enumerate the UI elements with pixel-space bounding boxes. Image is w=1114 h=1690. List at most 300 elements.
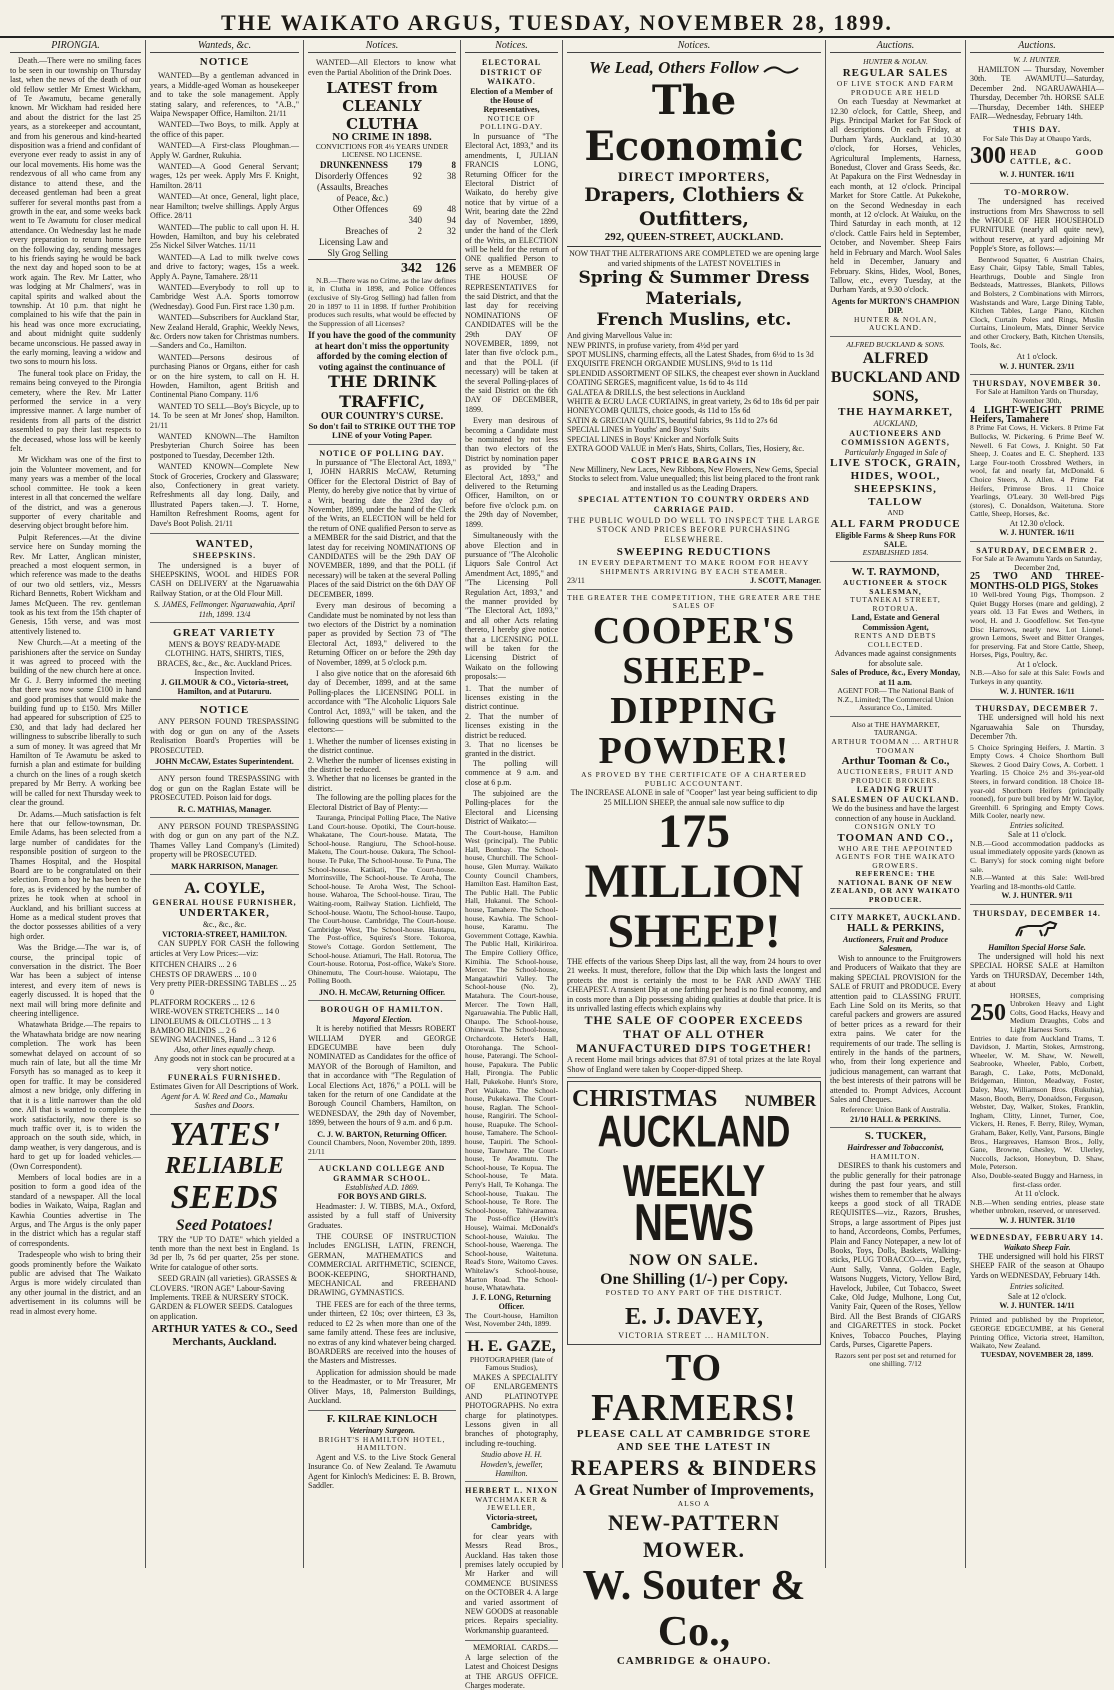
ad-body: THE FEES are for each of the three terms, under thirteen, £2 10s; over thirteen, £3 3s, reduced to £2 2s when more than one of the same family attend. These fees are inclusive, no extras of any kind whatever being charged. BOARDERS are received into the houses of the Masters and Mistresses. (308, 1299, 456, 1366)
news-paragraph: Death.—There were no smiling faces to be seen in our township on Thursday last, when the news of the death of our old fellow settler Mr Ernest Wickham, of Te Awamutu, became generally known. Mr Wickham had resided here and about the district for the last 25 years, as a storekeeper and accountant, and from his generous and kind-hearted disposition was a friend and confidant of everyone ever ready to assist in any of our local movements. His home was the rendezvous of all who came from any distance to attend these, and the deceased gentleman had been a great sufferer for several months past from a growth in the ear, and some weeks back went to Te Awamutu for closer medical attendance. On Wednesday last he made every preparation to return home here on the following day, sending messages to his friends saying he would be back the next day and hoped soon to be at work again. The Rev. Mr Latter, who was lodging at Mr Chalmers', was in capital spirits and walked about the township. At 10 p.m. that night he complained to his wife that the pain in his head was once more excruciating, and about midnight quite suddenly became unconscious. He passed away in the early morning, leaving a widow and two sons to mourn his loss. (10, 56, 141, 367)
column-heading: Wanteds, &c. (150, 40, 299, 53)
ad-subtitle: WATCHMAKER & JEWELLER, (475, 1494, 548, 1513)
ad-title: RELIABLE (165, 1152, 284, 1179)
notice-body: Every man desirous of becoming a Candidate must be nominated by not less than two electors of the District by a nomination paper as provided by Section 73 of "The Electoral Act, 1893," delivered to the Returning Officer on or before the 29th day of November, 1899, at 5 o'clock p.m. (308, 601, 456, 667)
ad-text: RENTS AND DEBTS COLLECTED. (854, 631, 937, 649)
marvel-item: NEW PRINTS, in profuse variety, from 4½d per yard (567, 340, 739, 350)
notice-body: The following are the polling places for the Electoral District of Bay of Plenty:— (308, 793, 456, 812)
ad-feature: THE PUBLIC WOULD DO WELL TO INSPECT THE LARGE STOCK AND PRICES BEFORE PURCHASING ELSEWHERE. (567, 515, 821, 544)
small-ad: WANTED—Two Boys, to milk. Apply at the office of this paper. (150, 120, 299, 139)
stat-license: 179 (408, 159, 422, 170)
ad-title: AUCKLAND COLLEGE AND GRAMMAR SCHOOL. (318, 1164, 446, 1183)
sale-text: Entries solicited. (1009, 1282, 1065, 1292)
small-ad: WANTED—At once, General, light place, near Hamilton; twelve shillings. Apply Argus Office. 28/11 (150, 192, 299, 221)
price-item: KITCHEN CHAIRS ... 2 6 (150, 960, 237, 970)
notice-body: In pursuance of "The Electoral Act, 1893," and its amendments, I, JULIAN FRANCIS LONG, Returning Officer for the Electoral District of Waikato, do hereby give notice that by virtue of a Writ, bearing date the 22nd day of November, 1899, under the hand of the Clerk of the Writs, an ELECTION will be held for the return of ONE qualified Person to serve as a MEMBER OF THE HOUSE OF REPRESENTATIVES for the said District, and that the last day for receiving NOMINATIONS OF CANDIDATES will be the 29th DAY OF NOVEMBER, 1899, not later than five o'clock p.m., and that the POLL (if necessary) will be taken at the several Polling-places of the said District on the 6th DAY OF DECEMBER, 1899. (465, 132, 558, 414)
ad-body: Headmaster: J. W. TIBBS, M.A., Oxford, assisted by a full staff of University Graduates. (308, 1201, 456, 1230)
horse-sale (970, 907, 1104, 1230)
ad-feature: LIVE STOCK, GRAIN, (830, 456, 961, 469)
ad-subtitle: NOW ON SALE. (629, 1252, 759, 1270)
tucker-ad (830, 1130, 961, 1368)
trespass-notice-thames (150, 820, 299, 875)
ad-title: GREAT VARIETY (173, 626, 276, 639)
ad-subtitle: GENERAL HOUSE FURNISHER, (152, 898, 297, 908)
news-paragraph: New Church.—At a meeting of the parishioners after the service on Sunday it was agreed to proceed with the building of the new church here at once. Mr G. J. Berry informed the meeting that there was now some £100 in hand and good promises that would make the building fund up to £150. Mrs Miller had appeared for subscription of £25 to £30, and that lady had declared her willingness to subscribe liberally to such a sum of money. It was agreed that Mr Hamilton of Te Awamutu be asked to furnish a plan and estimate for building a church on the lines of a rough sketch prepared by Mr Berry. A working bee will be called for next Thursday week to clear the ground. (10, 638, 141, 808)
column-display-ads (563, 40, 826, 1667)
ad-body: The INCREASE ALONE in sale of "Cooper" last year being sufficient to dip 25 MILLION SHEEP, the annual sale now suffice to dip (570, 788, 818, 807)
ad-text: ESTABLISHED 1854. (862, 548, 929, 558)
small-ad: WANTED KNOWN—Complete New Stock of Groceries, Crockery and Glassware; also, Confectionery in great variety. Refreshments all day long. Daily, and Illustrated Papers taken.—J. T. Horne, Hamilton Refreshment Rooms, agent for Dave's Boot Polish. 21/11 (150, 462, 299, 528)
college-ad (308, 1162, 456, 1411)
sale-dates: HAMILTON — Thursday, November 30th. TE AWAMUTU—Saturday, December 2nd. NGARUAWAHIA—Thursday, December 7th. HORSE SALE—Thursday, December 14th. SHEEP FAIR—Wednesday, February 14th. (970, 65, 1104, 122)
sale-items: 10 Well-bred Young Pigs, Thompson. 2 Quiet Buggy Horses (mare and gelding), 2 years old. 13 Fat Ewes and Wethers, in wool, H. and J. Goodfellow. Set Ten-tyne Disc Harrows, nearly new. Lot Lionel-grown Lemons, Sweet and Bitter Oranges, for preserving. Fat and Store Cattle, Sheep, Horses, Pigs, Poultry, &c. (970, 590, 1104, 660)
sale-signature: W. J. HUNTER. 16/11 (999, 686, 1075, 696)
ad-title: SHEEP-DIPPING (610, 649, 778, 732)
marvel-item: SPOT MUSLINS, charming effects, all the Latest Shades, from 6½d to 1s 3d (567, 350, 814, 360)
ad-body: The undersigned is a buyer of SHEEPSKINS, WOOL and HIDES FOR CASH on DELIVERY at the Ngaruawahia Railway Station, or at the Old Flour Mill. (150, 560, 299, 598)
ad-feature: ALL FARM PRODUCE (830, 517, 961, 530)
stat-total-no-license: 126 (435, 260, 456, 276)
pirongia-news (10, 56, 141, 1316)
small-ad: WANTED—A First-class Ploughman.—Apply W. Gardner, Rukuhia. (150, 141, 299, 160)
ad-feature: TOOMAN AND CO., (837, 831, 954, 844)
notice-subtitle: Mayoral Election. (352, 1014, 412, 1024)
column-heading: Auctions. (830, 40, 961, 53)
ad-body: If you have the good of the community at heart don't miss the opportunity afforded by the coming election of voting against the continuance of (308, 330, 456, 372)
column-notices-2 (461, 40, 563, 1690)
ad-body: IN EVERY DEPARTMENT TO MAKE ROOM FOR HEAVY SHIPMENTS ARRIVING BY EACH STEAMER. (578, 558, 810, 576)
sale-time: At 1 o'clock. (1016, 659, 1058, 669)
ad-text: REFERENCE: THE NATIONAL BANK OF NEW ZEALAND, OR ANY WAIKATO PRODUCER. (830, 869, 961, 905)
ad-header: ALFRED BUCKLAND & SONS. (846, 339, 945, 349)
news-paragraph: The funeral took place on Friday, the remains being conveyed to the Pirongia cemetery, where the Rev. Mr Latter performed the service in a very impressive manner. A large number of residents from all parts of the district assembled to pay their last respects to the deceased, whose loss will be keenly felt. (10, 368, 141, 454)
ad-body: DESIRES to thank his customers and the public generally for their patronage during the past four years, and still wishes them to remember that he always keeps a good stock of all TRADE REQUISITES—viz., Razors, Brushes, Strops, a large assortment of Pipes just to hand, Accordeons, Combs, Perfumes, Plain and Fancy Notepaper, a new lot of Books, Toys, Dolls, Baskets, Walking-sticks, PLUG TOBACCO—viz., Derby, Aunt Sally, Vanna, Golden Eagle, Watsons Nuggets, Victory, Yellow Bird, Havelock, Jubilee, Cut Tobacco, Sweet Cake, Old Judge, Mulhone, Long Cut, Vanity Fair, Queen of the Roses, Yellow Bird. All the Best Brands of CIGARS and CIGARETTES in stock. Pocket Knives, Tobacco Pouches, Playing Cards, Purses, Cigarette Papers. (830, 1161, 961, 1350)
ad-text: Particularly Engaged in Sale of (844, 447, 947, 457)
sale-note: N.B.—When sending entries, please state whether unbroken, reserved, or unreserved. (970, 1197, 1104, 1216)
notice-body: It is hereby notified that Messrs ROBERT WILLIAM DYER and GEORGE EDGECUMBE have been duly NOMINATED as Candidates for the office of MAYOR of the Borough of Hamilton, and that in accordance with "The Regulation of Local Elections Act, 1876," a POLL will be taken for the return of one Candidate at the Borough Council Chambers, Hamilton, on WEDNESDAY, the 29th day of November, 1899, between the hours of 9 a.m. and 6 p.m. (308, 1024, 456, 1128)
imprint-date: TUESDAY, NOVEMBER 28, 1899. (980, 1349, 1094, 1359)
memorial-cards-ad: MEMORIAL CARDS.—A large selection of the Latest and Choicest Designs at THE ARGUS OFFICE. Charges moderate. (465, 1643, 558, 1690)
small-ad: WANTED—By a gentleman advanced in years, a Middle-aged Woman as housekeeper and to take the sole management. Apply stating salary, and references, to "A.B.," Waipa Newspaper Office, Hamilton. 21/11 (150, 71, 299, 119)
small-ad: WANTED KNOWN—The Hamilton Presbyterian Church Soiree has been postponed to Tuesday, December 12th. (150, 432, 299, 460)
stat-label: Disorderly Offences (Assaults, Breaches of Peace, &c.) (314, 170, 388, 203)
news-paragraph: Whatawhata Bridge.—The repairs to the Whatawhata bridge are now nearing completion. The work has been somewhat delayed on account of so much rain of late, but all the time Mr Forsyth has so managed as to keep it open for traffic. It may be considered almost a new bridge, only differing in that it is a little narrower than the old one. All that is wanted to complete the work satisfactorily, now there is so much traffic over it, is to widen the approach on the south side, which, in damp weather, is very dangerous, and is hard to get up for loaded vehicles.—(Own Correspondent). (10, 1020, 141, 1171)
news-paragraph: Was the Bridge.—The war is, of course, the principal topic of conversation in the district. The Boer War has been a subject of intense interest, and every item of news is eagerly discussed. It is hoped that the next mail will bring more definite and cheering intelligence. (10, 943, 141, 1019)
trespass-notice (150, 702, 299, 770)
ad-text: Any goods not in stock can be procured at a very short notice. (154, 1054, 295, 1073)
ad-text: ALSO A (677, 1499, 711, 1509)
sale-subtitle: Waikato Sheep Fair. (1003, 1242, 1071, 1252)
sale-intro: For Sale This Day at Ohaupo Yards, (982, 133, 1092, 143)
price-list (150, 960, 299, 1045)
sale-heading: SATURDAY, DECEMBER 2. (976, 545, 1098, 555)
small-ad: WANTED—Everybody to roll up to Cambridge West A.A. Sports tomorrow (Wednesday). Good Fun. First race 1.30 p.m. (150, 282, 299, 311)
ad-text: Reference: Union Bank of Australia. (840, 1105, 951, 1115)
ad-feature: French Muslins, etc. (596, 310, 792, 331)
ad-signature: HUNTER & NOLAN, AUCKLAND. (853, 314, 938, 333)
coopers-dip-ad (567, 592, 821, 1078)
economic-drapers-ad (567, 56, 821, 589)
ad-text: ARTHUR TOOMAN ... ARTHUR TOOMAN (831, 736, 960, 755)
column-heading: Notices. (567, 40, 821, 53)
stat-no-license: 8 (451, 159, 456, 170)
ad-body: On each Tuesday at Newmarket at 12.30 o'clock, for Cattle, Sheep, and Pigs. Principal Market for Fat Stock of all descriptions. On each Friday, at Durham Yards, Auckland, at 10.30 o'clock, for Horses, Vehicles, Agricultural Implements, Harness, Bonedust, Clover and Grass Seeds, &c. At Papakura on the First Wednesday in each month, at 12 o'clock. Principal Market for Store Cattle. At Pukekohe, on the Second Wednesday in each month, at 12 o'clock. At Waiuku, on the Third Saturday in each month, at 12 o'clock. Cattle Fairs held in September, October, and November. Sheep Fairs held in February and March. Wool Sales held in December, January and February. Skins, Hides, Wool, Bones, Tallow, etc., every Tuesday, at the Durham Yards, at 9.30 o'clock. (830, 97, 961, 295)
sale-subtitle: Hamilton Special Horse Sale. (988, 942, 1086, 952)
ad-body: New Millinery, New Laces, New Ribbons, New Flowers, New Gems, Special Stocks to select from. Value unequalled; this list being placed to the front rank and installed us as the Leading Drapers. (568, 464, 820, 493)
ad-feature: Spring & Summer Dress Materials, (578, 268, 810, 310)
stat-license: 2 (417, 225, 422, 236)
ad-title: AUCKLAND WEEKLY (597, 1107, 791, 1207)
ad-title: LATEST from CLEANLY CLUTHA (326, 79, 438, 134)
trespass-notice-raglan (150, 772, 299, 818)
stat-label (308, 215, 388, 226)
ad-subtitle: THE HAYMARKET, (838, 406, 953, 419)
horse-icon (970, 918, 1102, 940)
ad-body: THE effects of the various Sheep Dips last, all the way, from 24 hours to over 21 weeks. It must, therefore, follow that the Dip which lasts the longest and protects the most is certainly the most to be FAR AND AWAY THE CHEAPEST. A transient Dip at one farthing per head is no final economy, and in costs more than a Dip possessing abiding qualities at double that price. It is its unrivalled lasting effects which explains why (567, 956, 821, 1013)
ad-intro: THE GREATER THE COMPETITION, THE GREATER ARE THE SALES OF (567, 592, 821, 611)
ad-signature: J. GILMOUR & CO., Victoria-street, Hamilton, and at Putaruru. (160, 677, 289, 696)
stat-total-license: 342 (401, 260, 422, 276)
ad-body: WANTED—All Electors to know what even the Partial Abolition of the Drink Does. (308, 58, 456, 77)
sale-time: At 12.30 o'clock. (1009, 518, 1065, 528)
marvel-item: SPECIAL LINES in Boys' Knicker and Norfolk Suits (567, 434, 739, 444)
ad-address: VICTORIA STREET ... HAMILTON. (618, 1330, 770, 1340)
ad-signature: J. SCOTT, Manager. (750, 576, 821, 586)
sale-body: THE undersigned will hold his FIRST SHEEP FAIR of the season at Ohaupo Yards on WEDNESDAY, February 14th. (970, 1252, 1104, 1280)
ad-title: REGULAR SALES (842, 67, 949, 79)
price-item: BAMBOO BLINDS ... 2 6 (150, 1025, 237, 1035)
sale-note: N.B.—Also for sale at this Sale: Fowls and Turkeys in any quantity. (970, 668, 1104, 686)
news-paragraph: Members of local bodies are in a position to form a good idea of the standard of a newspaper. All the local bodies in Waikato, Waipa, Raglan and Kawhia Counties advertise in The Argus, and The Argus is the only paper in the district which has a regular staff of correspondents. (10, 1172, 141, 1248)
marvel-list (567, 341, 821, 454)
notice-title: BOROUGH OF HAMILTON. (320, 1005, 444, 1015)
ad-title: Arthur Tooman & Co., (841, 755, 950, 768)
stat-row (308, 171, 456, 204)
ad-text: FOR BOYS AND GIRLS. (337, 1192, 427, 1202)
ad-text: AND (887, 507, 904, 517)
ad-body: CAN SUPPLY FOR CASH the following articles at Very Low Prices:—viz: (150, 939, 299, 958)
ad-title: W. T. RAYMOND, (851, 565, 940, 578)
notice-date: The Court-house, Hamilton West, November 24th, 1899. (465, 1310, 558, 1329)
marvel-item: HONEYCOMB QUILTS, choice goods, 4s 11d to 15s 6d (567, 406, 751, 416)
ad-signature: MARK HARRISON, Manager. (171, 861, 278, 871)
ad-signature: E. J. DAVEY, (624, 1303, 764, 1330)
column-heading: Notices. (308, 40, 456, 53)
ad-signature: R. C. MATHIAS, Manager. (177, 804, 272, 814)
stat-no-license: 32 (447, 225, 456, 236)
ad-address: TUTANEKAI STREET, ROTORUA. (850, 595, 941, 613)
ad-subtitle: OF LIVE STOCK AND FARM PRODUCE ARE HELD (836, 79, 955, 97)
ad-title: WANTED, (195, 538, 254, 551)
ad-signature: 21/10 HALL & PERKINS. (850, 1114, 941, 1124)
notice-signature: JNO. H. McCAW, Returning Officer. (318, 987, 446, 997)
notice-question: 3. Whether that no licenses be granted in the district. (308, 774, 456, 793)
ad-subtitle: PLEASE CALL AT CAMBRIDGE STORE AND SEE THE LATEST IN (576, 1428, 812, 1454)
sale-entries: Entries to date from Auckland Trams, T. Davidson, J. Martin, Stokes, Armstrong, Wheeler, W. M. Shaw, W. Newell, Seabrooke, Wheeler, Pablo, Corbett, Baragh, C. Lake, Potts, McDonald, Bridgeman, Hinton, Meadway, Foster, Daley, May, Williamson Bros. (Rukuhia), Mason, Booth, Berry, Donaldson, Ferguson, Webster, Day, Walker, Stokes, Franklin, Ingham, Clitty, Linnet, Turner, Coe, Vickers, H. Renes, F. Berry, Riley, Wyman, Graham, Baker, Kelly, Vant, Parsons, Bingle Bros., Hargreaves, Hamson Bros., Jolly, Gane, Browne, Ghesley, W. Ulerley, Nuccolls, Jackson, Honeybun, D. Shaw, Mole, Peterson. (970, 1033, 1104, 1172)
hunter-nolan-ad (830, 56, 961, 336)
price-item: SEWING MACHINES, Hand ... 3 12 6 (150, 1035, 277, 1045)
ad-subtitle: AUCTIONEERS AND COMMISSION AGENTS, (841, 428, 950, 448)
kinloch-ad (308, 1413, 456, 1490)
ad-reference: 23/11 (567, 576, 585, 586)
ad-tagline (567, 58, 821, 78)
stat-row (308, 215, 456, 226)
ad-feature: LEADING FRUIT SALESMEN OF AUCKLAND. (831, 785, 960, 804)
ad-text: Razors sent per post set and returned for one shilling. 7/12 (834, 1350, 956, 1369)
ad-title: S. TUCKER, (864, 1130, 927, 1143)
ad-feature: COST PRICE BARGAINS IN (631, 455, 757, 465)
variety-ad (150, 625, 299, 700)
ad-body: MAKES A SPECIALITY OF ENLARGEMENTS AND PLATINOTYPE PHOTOGRAPHS. No extra charge for platinotypes. Lessons given in all branches of photography, including re-touching. (465, 1372, 558, 1448)
notice-body: In pursuance of "The Electoral Act, 1893," I, JOHN HARRIS McCAW, Returning Officer for the Electoral District of Bay of Plenty, do hereby give notice that by virtue of a Writ, bearing date the 23rd day of November, 1899, under the hand of the Clerk of the Writs, an ELECTION will be held for the return of ONE qualified Person to serve as a MEMBER for the said District, and that the latest day for receiving NOMINATIONS OF CANDIDATES will be the 29th DAY OF NOVEMBER, 1899, and that the POLL (if necessary) will be taken at the several Polling Places of the said District on the 6th DAY OF DECEMBER, 1899. (308, 458, 456, 599)
sale-note: N.B.—Good accommodation paddocks as usual immediately opposite yards (known as C. Barry's) for stock coming night before sale. (970, 838, 1104, 874)
this-day-sale (970, 123, 1104, 183)
ad-body: So don't fail to STRIKE OUT THE TOP LINE of your Voting Paper. (308, 420, 456, 441)
column-wanteds (146, 40, 304, 1568)
ad-title: NOTICE (199, 704, 250, 717)
ad-feature: NEW-PATTERN MOWER. (608, 1509, 780, 1562)
sale-heading: THURSDAY, NOVEMBER 30. (972, 379, 1102, 389)
sale-heading: THURSDAY, DECEMBER 7. (975, 703, 1099, 713)
ad-signature: JOHN McCAW, Estates Superintendent. (155, 757, 294, 766)
sale-body: The undersigned will hold his next SPECIAL HORSE SALE at Hamilton Yards on THURSDAY, December 14th, at about (970, 951, 1104, 990)
ad-subtitle: DIRECT IMPORTERS, (617, 169, 771, 185)
sheep-fair (970, 1231, 1104, 1314)
sale-intro: For Sale at Te Awamutu Yards on Saturday, December 2nd, (971, 554, 1103, 572)
ad-subtitle: Hairdresser and Tobacconist, (847, 1143, 944, 1153)
sale-note: N.B.—Wanted at this Sale: Well-bred Yearling and 18-months-old Cattle. (970, 873, 1104, 891)
notice-question: 2. Whether the number of licenses existing in the district be reduced. (308, 755, 456, 774)
small-ad: WANTED—The public to call upon H. H. Howden, Hamilton, and buy his celebrated 25s Nickel Silver Watches. 11/11 (150, 222, 299, 251)
sale-time: At 11 o'clock. (1014, 1189, 1060, 1199)
ad-subtitle: OUR COUNTRY'S CURSE. (320, 411, 444, 423)
ad-text: AGENT FOR— The National Bank of N.Z., Limited; The Commercial Union Assurance Co., Limited. (837, 685, 954, 713)
column-pirongia (6, 40, 146, 1568)
notice-signature: C. J. W. BARTON, Returning Officer. (317, 1129, 447, 1139)
weekly-news-ad (567, 1081, 821, 1345)
raymond-ad (830, 564, 961, 717)
sale-time: Sale at 12 o'clock. (1007, 1291, 1067, 1301)
nixon-jeweller-ad (465, 1484, 558, 1641)
small-ad: WANTED—A Lad to milk twelve cows and drive to factory; wages, 15s a week. Apply A. Payne, Tamahere. 28/11 (150, 252, 299, 281)
sale-signature: W. J. HUNTER. 9/11 (1001, 891, 1073, 901)
small-ads (150, 69, 299, 534)
ad-title: CHRISTMAS (572, 1086, 718, 1113)
ad-title: THE DRINK TRAFFIC, (328, 372, 436, 412)
borough-notice (308, 1003, 456, 1160)
ad-body: NOW THAT THE ALTERATIONS ARE COMPLETED we are opening large and varied shipments of the LATEST NOVELTIES in (569, 249, 819, 268)
ad-address: Victoria-street, Cambridge, (485, 1513, 538, 1532)
ad-feature: SPECIAL ATTENTION TO COUNTRY ORDERS AND CARRIAGE PAID. (578, 495, 810, 514)
ad-title: HERBERT L. NIXON (465, 1486, 558, 1496)
sale-heading: THURSDAY, DECEMBER 14. (973, 908, 1101, 918)
ad-text: Also, other lines equally cheap. (174, 1044, 275, 1054)
news-paragraph: Pulpit References.—At the divine service here on Sunday morning the Rev. Mr Latter, Anglican minister, preached a most eloquent sermon, in which reference was made to the deaths of our two old settlers, viz., Messrs Richard Bennetts, Robert Wickham and James McQueen. The rev. gentleman took as his text from the 15th chapter of Genesis, 15th verse, and was most attentively listened to. (10, 532, 141, 636)
sale-body: The undersigned has received instructions from Mrs Shawcross to sell the WHOLE OF HER HOUSEHOLD FURNITURE (nearly all quite new), without reserve, at yard adjoining Mr Popple's Store, as follows:— (970, 197, 1104, 254)
ad-text: POSTED TO ANY PART OF THE DISTRICT. (605, 1288, 783, 1298)
ad-header: CITY MARKET, AUCKLAND. (830, 912, 961, 922)
tomorrow-sale (970, 186, 1104, 375)
stat-no-license: 48 (447, 203, 456, 214)
stat-label: Breaches of Licensing Law and Sly Grog Selling (319, 225, 388, 258)
conviction-stats (308, 160, 456, 277)
ad-header: W. J. HUNTER. (1013, 55, 1061, 65)
ad-address: VICTORIA-STREET, HAMILTON. (162, 929, 287, 939)
sale-text: Entries solicited. (1009, 820, 1065, 830)
column-heading: Auctions. (970, 40, 1104, 53)
yates-seeds-ad (150, 1117, 299, 1350)
ad-text: Established A.D. 1869. (345, 1183, 419, 1192)
polling-places: Tauranga, Principal Polling Place, The Native Land Court-house. Opotiki, The Court-house. Whakatane, The Court-house. Matata, The School-house. Rangiuru, The School-house. Maketu, The Court-house. Oakura, The School-house. Te Puke, The School-house. Te Puna, The School-house. Katikati, The Court-house. Morrinsville, The School-house. Te Aroha, The School-house. Te Aroha West, The School-house. Waharoa, The School-house. Tirau, The Waiting-room, Railway Station. Lichfield, The School-house. Waotu, The School-house. Taupo, The Court-house. Cambridge, The Court-house. Cambridge West, The School-house. Hautapu, The Post-office, Squires's Store. Tokoroa, Stowe's Cottage. Gordon Settlement, The School-house. Atiamuri, The Hall. Rotorua, The Court-house. Rotorua, Post-office, Wake's Store. Ohinemutu, The Court-house. Waiotapu, The Polling Booth. (308, 813, 456, 986)
stat-row (308, 226, 456, 259)
coyle-ad (150, 877, 299, 1115)
notice-subtitle: Election of a Member of the House of Representatives, (470, 86, 553, 115)
ad-title: COOPER'S (592, 609, 796, 652)
ad-header: HUNTER & NOLAN. (863, 57, 928, 67)
stat-license: 69 (413, 203, 422, 214)
sale-lot: 25 TWO AND THREE-MONTHS-OLD PIGS, Stokes (970, 571, 1104, 592)
sale-body: THE undersigned will hold his next Ngaruawahia Sale on Thursday, December 7th. (970, 713, 1104, 742)
price-item: PLATFORM ROCKERS ... 12 6 (150, 997, 255, 1007)
ad-address: HAMILTON. (870, 1151, 921, 1161)
news-paragraph: Dr. Adams.—Much satisfaction is felt here that our fellow-townsman, Dr. Emile Adams, has been selected from a large number of candidates for the responsible position of surgeon to the Thames Hospital, and the Hospital Board are to be congratulated on their selection. From a boy he has been to the fore, as is evidenced by the number of prizes he took when at school in Auckland, and his brilliant success at Home as a medical student proves that the doctor possesses abilities of a very high order. (10, 809, 141, 941)
stat-label: Other Offences (332, 203, 388, 214)
notice-body: Simultaneously with the above Election and in pursuance of "The Alcoholic Liquors Sale Control Act Amendment Act, 1895," and "The Licensing Poll Regulation Act, 1893," and the manner provided by "The Electoral Act, 1893," and all other Acts relating thereto, I hereby give notice that a LICENSING POLL will be taken for the Licensing District of Waikato on the following proposals:— (465, 531, 558, 682)
column-heading: PIRONGIA. (10, 40, 141, 53)
notice-title: NOTICE OF POLLING DAY. (319, 448, 445, 458)
sale-lot (970, 143, 1104, 170)
stat-row (308, 204, 456, 215)
ad-subtitle: AUCTIONEERS, FRUIT AND PRODUCE BROKERS. (836, 767, 955, 785)
ad-body: for clear years with Messrs Read Bros., Auckland. Has taken those premises lately occupied by Mr Harker and will COMMENCE BUSINESS on the OCTOBER 4. A large and varied assortment of NEW GOODS at reasonable prices. Repairs speciality. Workmanship guaranteed. (465, 1531, 558, 1635)
ad-body: A recent Home mail brings advices that 87.91 of total prizes at the late Royal Show of England were taken by Cooper-dipped Sheep. (567, 1055, 821, 1074)
marvel-item: SATIN & GRECIAN QUILTS, beautiful fabrics, 9s 11d to 27s 6d (567, 415, 778, 425)
ad-title: A. COYLE, (184, 880, 265, 898)
price-item: Very pretty PIER-DRESSING TABLES ... 25 0 (150, 978, 297, 998)
saturday-sale (970, 544, 1104, 700)
stat-label: DRUNKENNESS (319, 159, 388, 170)
sale-lot: 4 LIGHT-WEIGHT PRIME Heifers, Tamahere (970, 404, 1104, 426)
newspaper-masthead: THE WAIKATO ARGUS, TUESDAY, NOVEMBER 28, 1899. (0, 0, 1114, 38)
ad-title: F. KILRAE KINLOCH (326, 1413, 438, 1426)
ad-body: ANY PERSON FOUND TRESPASSING with dog or gun on any part of the N.Z. Thames Valley Land Company's (Limited) property will be PROSECUTED. (150, 822, 299, 860)
sale-signature: W. J. HUNTER. 31/10 (999, 1215, 1075, 1225)
ad-subtitle: Veterinary Surgeon. (348, 1426, 416, 1436)
column-notices (304, 40, 461, 1568)
small-ad: WANTED—Subscribers for Auckland Star, New Zealand Herald, Graphic, Weekly News, &c. Orders now taken for Christmas numbers.—Sanders and Co., Hamilton. (150, 313, 299, 351)
ad-signature-row (567, 576, 821, 585)
notice-body: The subjoined are the Polling-places for the Electoral and Licensing District of Waikato:— (465, 789, 558, 827)
lot-count: 250 (970, 999, 1006, 1026)
ad-text: Agent for A. W. Reed and Co., Mamaku Sashes and Doors. (161, 1091, 288, 1111)
ad-body: ANY PERSON FOUND TRESPASSING with dog or gun on any of the Assets Realisation Board's Properties will be PROSECUTED. (150, 717, 299, 755)
small-ad: WANTED—A Good General Servant; wages, 12s per week. Apply Mrs F. Knight, Hamilton. 28/11 (150, 162, 299, 190)
column-heading: Notices. (465, 40, 558, 53)
ad-text: AUCKLAND, (873, 419, 918, 429)
marvel-item: SPECIAL LINES in Youths' and Boys' Suits (567, 425, 709, 435)
ad-title: TO FARMERS! (591, 1347, 797, 1430)
ad-body: MEN'S & BOYS' READY-MADE CLOTHING. HATS, SHIRTS, TIES, BRACES, &c., &c., &c. Auckland Prices. Inspection Invited. (157, 639, 292, 678)
ad-feature: SWEEPING REDUCTIONS (616, 546, 772, 559)
ad-subtitle: Seed Potatoes! (175, 1216, 274, 1234)
column-auctions (826, 40, 966, 1568)
stat-license: 92 (413, 170, 422, 181)
news-paragraph: Mr Wickham was one of the first to join the Volunteer movement, and for many years was a member of the local school committee. He took a keen interest in all that concerned the welfare of the district, and was a generous supporter of every charitable and deserving object brought before him. (10, 455, 141, 531)
marvel-item: EXTRA GOOD VALUE in Men's Hats, Shirts, Collars, Ties, Hosiery, &c. (567, 444, 805, 454)
ad-subtitle: PHOTOGRAPHER (late of Famous Studios), (469, 1354, 554, 1373)
ad-signature: S. JAMES, Fellmonger. Ngaruawahia, April 11th, 1899. 13/4 (154, 600, 295, 619)
notice-question: 2. That the number of licenses existing in the district be reduced. (465, 711, 558, 740)
ad-text: FUNERALS FURNISHED. (167, 1072, 282, 1082)
ad-subtitle: Auctioneers, Fruit and Produce Salesmen, (843, 935, 948, 954)
ad-subtitle: A Great Number of Improvements, (574, 1482, 814, 1500)
sale-items: Bentwood Squatter, 6 Austrian Chairs, Easy Chair, Gipsy Table, Small Tables, Hearthrugs, Double and Single Iron Bedsteads, Mattresses, Blankets, Pillows and Bolsters, 2 Combinations with Mirrors, Washstands and Ware, Large Dining Table, Kitchen Tables, Large Piano, Kitchen Clock, Curtain Poles and Rings, Muslin Curtains, Linoleum, Mats, Dinner Service and other Crockery, Bath, Kitchen Utensils, Tools, &c. (970, 254, 1104, 350)
sale-heading: TO-MORROW. (1004, 187, 1070, 197)
sale-items: 5 Choice Springing Heifers, J. Martin. 3 Empty Cows. 4 Choice Shorthorn Bull Skewes. 2 Good Dairy Cows, A. Corbett. 1 Yearling. 15 Choice 2½ and 3½-year-old Steers, in forward condition. 18 Choice 18-year-old Shorthorn Heifers (principally rooned), for pure bull bred by Mr W. Taylor, Greenhill. 6 Springing and Empty Cows. Milk Cooler, nearly new. (970, 742, 1104, 821)
lot-description: HORSES, comprising Unbroken Heavy and Light Colts, Good Hacks, Heavy and Medium Draughts, Cobs and Light Harness Sorts. (1010, 990, 1104, 1034)
small-ad: WANTED TO SELL—Boy's Bicycle, up to 14. To be seen at Mr Jones' shop, Hamilton. 21/11 (150, 401, 299, 430)
notice-body: I also give notice that on the aforesaid 6th day of December, 1899, and at the same Polling-places the LICENSING POLL in accordance with "The Alcoholic Liquors Sale Control Act, 1893," will be taken, and the following questions will be submitted to the electors:— (308, 668, 456, 735)
notice-question: 1. That the number of licenses existing in the district continue. (465, 683, 558, 712)
ad-tagline-text: We Lead, Others Follow (589, 58, 759, 78)
stat-total-row (308, 259, 456, 277)
ad-text: Agents for MURTON'S CHAMPION DIP. (831, 296, 960, 316)
ad-title: NEWS (634, 1194, 754, 1252)
sale-text: Also, Double-seated Buggy and Harness, in first-class order. (971, 1171, 1103, 1189)
ad-body: N.B.—There was no Crime, as the law defines it, in Clutha in 1898, and Police Offences (exclusive of Sly-Grog Selling) had fallen from 20 in 1897 to 11 in 1898. If further Prohibition produces such results, what would be effected by the Suppression of all Licenses? (308, 275, 456, 328)
ad-text: And giving Marvellous Value in: (567, 331, 673, 341)
ad-feature: 175 MILLION (584, 804, 804, 908)
ad-title: The Economic (584, 77, 804, 171)
ad-subtitle: Drapers, Clothiers & Outfitters, (584, 184, 804, 231)
thursday-sale (970, 377, 1104, 542)
ad-body: THE COURSE OF INSTRUCTION Includes ENGLISH, LATIN, FRENCH, GERMAN, MATHEMATICS and COMMERCIAL ARITHMETIC, SCIENCE, BOOK-KEEPING, SHORTHAND, MECHANICAL and FREEHAND DRAWING, GYMNASTICS. (308, 1232, 456, 1298)
ad-text: Eligible Farms & Sheep Runs FOR SALE. (835, 530, 956, 549)
sale-intro: For Sale at Hamilton Yards on Thursday, November 30th, (975, 387, 1099, 406)
divider (567, 246, 821, 247)
sale-signature: W. J. HUNTER. 14/11 (999, 1301, 1075, 1311)
stat-no-license: 94 (447, 214, 456, 225)
column-auctions-hunter (966, 40, 1108, 1568)
ad-text: Also at THE HAYMARKET, TAURANGA. (851, 719, 940, 738)
ad-subtitle: One Shilling (1/-) per Copy. (600, 1271, 788, 1289)
notice-question: 1. Whether the number of licenses existing in the district continue. (308, 736, 456, 756)
price-item: CHESTS OF DRAWERS ... 10 0 (150, 969, 257, 979)
sale-items: 8 Prime Fat Cows, H. Vickers. 8 Prime Fat Bullocks, W. Pickering. 6 Prime Beef W. Newell. 6 Fat Cows, J. Knight. 50 Fat Sheep, J. Coates and E. C. Shepherd. 133 Large Four-tooth Crossbred Wethers, in wool, fat and nearly fat, McDonald. 6 Choice Steers, A. Allen. 4 Prime Fat Heifers, Primrose Bros. 11 Choice Yearlings, O'Leary. 30 Well-bred Pigs (stores), C. Donaldson, Waitetuna. Store Cattle, Sheep, Horses, &c. (970, 423, 1104, 519)
sheepskins-ad (150, 536, 299, 623)
sale-time: At 1 o'clock. (1016, 352, 1058, 362)
ad-address: Studio above H. H. Howden's, jeweller, Hamilton. (480, 1450, 543, 1478)
ad-text: &c., &c., &c. (202, 920, 247, 930)
ad-body: Application for admission should be made to the Headmaster, or to Mr Treasurer, Mr Oliver Mays, 18, Palmerston Buildings, Auckland. (308, 1367, 456, 1405)
ad-feature: THE SALE OF COOPER EXCEEDS THAT OF ALL OTHER MANUFACTURED DIPS TOGETHER! (576, 1013, 812, 1056)
ad-title: YATES' (169, 1115, 280, 1153)
sale-signature: W. J. HUNTER. 16/11 (999, 170, 1075, 180)
notice-title: ELECTORAL DISTRICT OF WAIKATO. (480, 58, 543, 87)
buckland-ad (830, 339, 961, 562)
tooman-ad (830, 719, 961, 909)
news-paragraph: Tradespeople who wish to bring their goods prominently before the Waikato public are advised that The Waikato Argus is more widely circulated than any other journal in the district, and an advertisement in its columns will be read in almost every home. (10, 1250, 141, 1316)
hall-perkins-ad (830, 911, 961, 1129)
price-item: WIRE-WOVEN STRETCHERS ... 14 0 (150, 1007, 280, 1017)
ad-text: WHO ARE THE APPOINTED AGENTS FOR THE WAIKATO GROWERS. (835, 843, 956, 870)
lot-count: 300 (970, 143, 1006, 170)
ad-body: We do the business and have the largest connection of any house in Auckland. (832, 804, 959, 823)
notice-date: Council Chambers, Noon, November 20th, 1899. 21/11 (308, 1138, 456, 1156)
sale-heading: THIS DAY. (1013, 125, 1061, 135)
ad-text: Advances made against consignments for absolute sale. (834, 649, 957, 668)
marvel-item: SPLENDID ASSORTMENT OF SILKS, the cheapest ever shown in Auckland (567, 368, 820, 378)
